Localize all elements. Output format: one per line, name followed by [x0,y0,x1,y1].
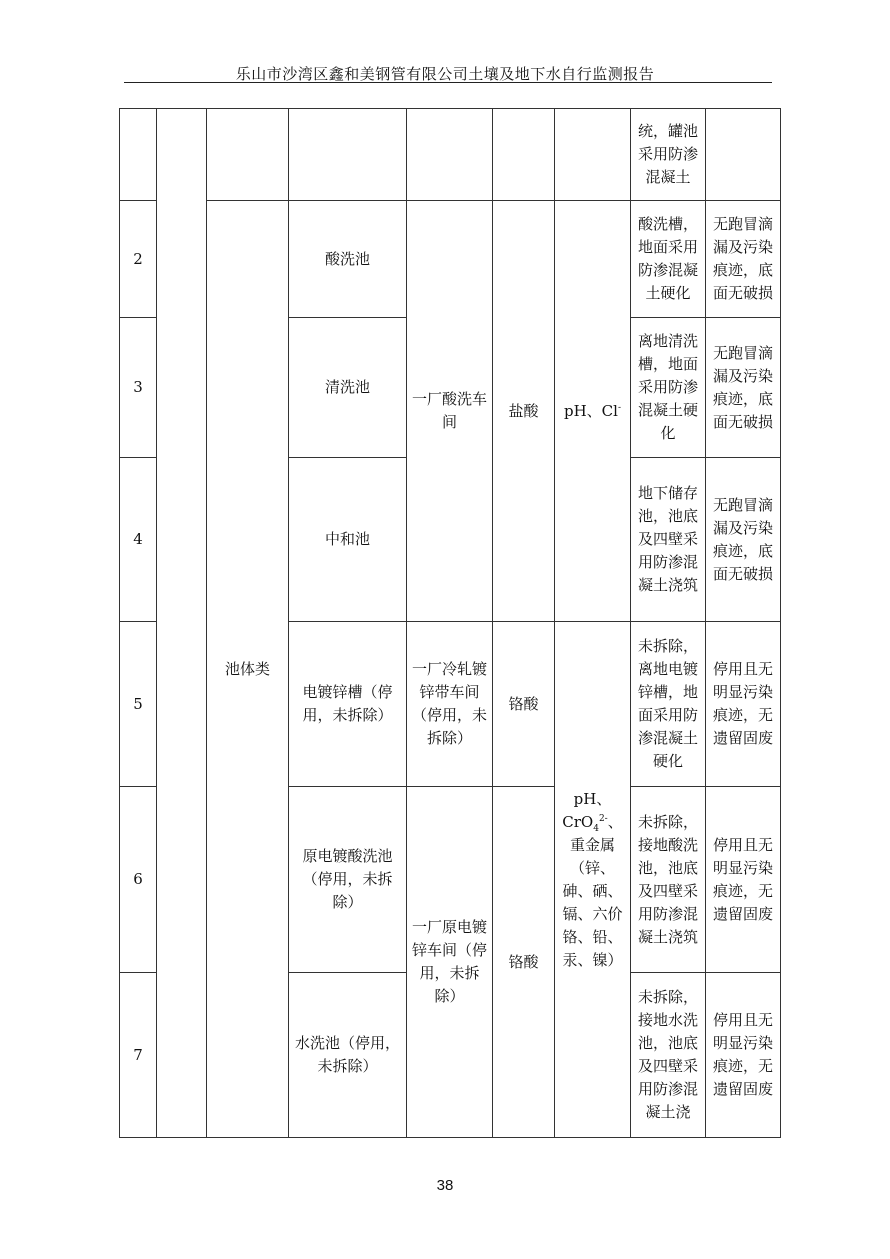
no-cell: 5 [120,622,157,787]
status-cell: 停用且无明显污染痕迹，无遗留固废 [706,622,781,787]
measure-cell: 未拆除，接地酸洗池，池底及四壁采用防渗混凝土浇筑 [631,787,706,973]
no-cell [120,109,157,201]
status-cell [706,109,781,201]
no-cell: 3 [120,318,157,458]
category-cell: 池体类 [207,201,289,1138]
facility-cell: 中和池 [289,458,407,622]
measure-cell: 未拆除，接地水洗池，池底及四壁采用防渗混凝土浇 [631,973,706,1138]
pollutant-text-b: CrO [562,812,594,831]
measure-cell: 未拆除，离地电镀锌槽，地面采用防渗混凝土硬化 [631,622,706,787]
no-cell: 6 [120,787,157,973]
substance-cell [493,109,555,201]
measure-cell: 统，罐池采用防渗混凝土 [631,109,706,201]
report-header: 乐山市沙湾区鑫和美钢管有限公司土壤及地下水自行监测报告 [235,65,655,83]
no-cell: 4 [120,458,157,622]
facility-cell: 酸洗池 [289,201,407,318]
facility-cell: 电镀锌槽（停用，未拆除） [289,622,407,787]
pollutant-text-c: 、重金属（锌、砷、硒、镉、六价铬、铅、汞、镍） [562,812,623,969]
pollutant-cell [555,622,631,1138]
facility-cell: 原电镀酸洗池（停用，未拆除） [289,787,407,973]
measure-cell: 离地清洗槽，地面采用防渗混凝土硬化 [631,318,706,458]
monitoring-table [119,108,781,1138]
workshop-cell: 一厂冷轧镀锌带车间（停用，未拆除） [407,622,493,787]
facility-cell: 清洗池 [289,318,407,458]
pollutant-subscript: 4 [593,823,599,834]
measure-cell: 酸洗槽，地面采用防渗混凝土硬化 [631,201,706,318]
pollutant-superscript: - [617,402,621,413]
pollutant-cell [555,201,631,622]
pollutant-text: pH、Cl [563,401,618,420]
status-cell: 无跑冒滴漏及污染痕迹，底面无破损 [706,201,781,318]
table-row [120,201,781,318]
substance-cell: 铬酸 [493,622,555,787]
pollutant-superscript: 2- [598,813,608,824]
status-cell: 停用且无明显污染痕迹，无遗留固废 [706,787,781,973]
no-cell: 7 [120,973,157,1138]
substance-cell: 盐酸 [493,201,555,622]
facility-cell: 水洗池（停用，未拆除） [289,973,407,1138]
pollutant-text-a: pH、 [573,789,612,808]
workshop-cell [407,109,493,201]
page-number: 38 [436,1177,454,1194]
no-cell: 2 [120,201,157,318]
header-rule [124,82,772,83]
category-cell-prev [207,109,289,201]
substance-cell: 铬酸 [493,787,555,1138]
facility-cell [289,109,407,201]
workshop-cell: 一厂原电镀锌车间（停用，未拆除） [407,787,493,1138]
status-cell: 无跑冒滴漏及污染痕迹，底面无破损 [706,318,781,458]
table-row [120,109,781,201]
status-cell: 无跑冒滴漏及污染痕迹，底面无破损 [706,458,781,622]
pollutant-cell [555,109,631,201]
group-blank-cell [157,109,207,1138]
status-cell: 停用且无明显污染痕迹，无遗留固废 [706,973,781,1138]
measure-cell: 地下储存池，池底及四壁采用防渗混凝土浇筑 [631,458,706,622]
workshop-cell: 一厂酸洗车间 [407,201,493,622]
